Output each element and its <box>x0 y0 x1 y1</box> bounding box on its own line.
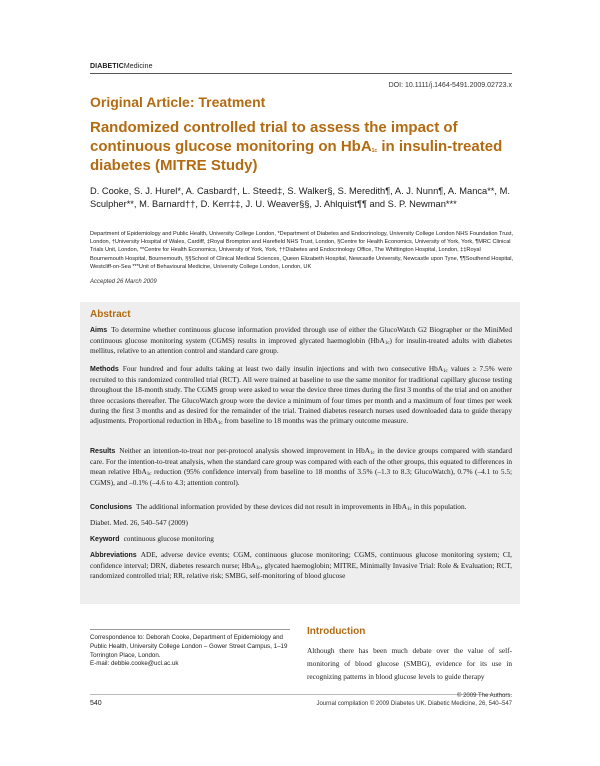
header-rule <box>90 73 512 74</box>
journal-brand-name: Medicine <box>123 63 153 70</box>
abstract-methods <box>90 364 512 426</box>
introduction-text: Although there has been much debate over the value of self-monitoring of blood glucose (SMBG), evidence for its use in recognizing patterns in blood glucose levels to guide therapy <box>307 646 512 681</box>
abstract-heading: Abstract <box>90 309 131 320</box>
correspondence-rule <box>90 629 290 630</box>
title-subscript: 1c <box>371 148 378 154</box>
footer-rule <box>90 694 512 695</box>
abstract-aims <box>90 325 512 357</box>
abstract-results <box>90 446 512 488</box>
aims-sub: 1c <box>384 341 390 347</box>
keyword-label: Keyword <box>90 536 120 543</box>
affiliations: Department of Epidemiology and Public Health, University College London, *Department of Diabetes and Endocrinology, University College London NHS Foundation Trust, London, †University Hospital of Wales, Cardiff, ‡Royal Brompton and Harefield NHS Trust, London, §Centre for Health Economics, University of York, York, ¶MRC Clinical Trials Unit, London, **Centre for Health Economics, University of York, York, ††Diabetes and Endocrinology Office, The Whittington Hospital, London, ‡‡Royal Bournemouth Hospital, Bournemouth, §§School of Clinical Medical Sciences, Queen Elizabeth Hospital, Newcastle University, Newcastle upon Tyne, ¶¶Southend Hospital, Westcliff-on-Sea ***Unit of Behavioural Medicine, University College London, London, UK <box>90 231 514 270</box>
methods-sub-1: 1c <box>443 369 448 374</box>
abbreviations-text-b: , glycated haemoglobin; MITRE, Minimally Invasive Trial: Role & Evaluation; RCT, randomized controlled trial; RR, relative risk; SMBG, self-monitoring of blood glucose <box>90 561 512 581</box>
page-number: 540 <box>90 700 102 707</box>
article-title <box>90 118 510 175</box>
methods-sub-2: 1c <box>217 421 223 427</box>
abstract-conclusions <box>90 502 512 513</box>
abbreviations-text-a: ADE, adverse device events; CGM, continuous glucose monitoring; CGMS, continuous glucose monitoring system; CI, confidence interval; DRN, diabetes research nurse; HbA <box>90 550 512 571</box>
abbreviations-sub: 1c <box>255 566 261 572</box>
journal-brand <box>90 63 153 70</box>
conclusions-text-a: The additional information provided by these devices did not result in improvements in HbA <box>136 502 407 511</box>
copyright: © 2009 The Authors. <box>456 693 512 699</box>
accepted-date: Accepted 26 March 2009 <box>90 279 157 285</box>
correspondence-block <box>90 634 295 669</box>
conclusions-label: Conclusions <box>90 504 133 511</box>
results-label: Results <box>90 448 116 455</box>
abbreviations-label: Abbreviations <box>90 552 137 559</box>
section-label: Original Article: Treatment <box>90 94 266 110</box>
results-sub-2: 1c <box>146 472 152 478</box>
correspondence-email: E-mail: debbie.cooke@ucl.ac.uk <box>90 660 179 668</box>
doi-text: DOI: 10.1111/j.1464-5491.2009.02723.x <box>388 82 512 89</box>
citation: Diabet. Med. 26, 540–547 (2009) <box>90 518 188 527</box>
results-sub-1: 1c <box>369 451 375 456</box>
aims-text-a: To determine whether continuous glucose information provided through use of either the GlucoWatch G2 Biographer or the MiniMed continuous glucose monitoring system (CGMS) results in improved glycated haemoglobin (HbA <box>90 325 512 346</box>
conclusions-text-b: in this population. <box>411 502 467 511</box>
results-text-b: in the device groups compared with standard care. For the intention-to-treat analysis, when the standard care group was compared with each of the other groups, this equated to differences in mean relative HbA <box>90 446 512 477</box>
aims-label: Aims <box>90 327 108 334</box>
results-text-c: reduction (95% confidence interval) from baseline to 18 months of 3.5% (–1.3 to 8.3; GlucoWatch), 0.7% (–4.1 to 5.5; CGMS), and –0.1% (–4.6 to 4.3; attention control). <box>90 467 512 487</box>
keyword-line <box>90 534 512 545</box>
journal-compilation: Journal compilation © 2009 Diabetes UK. Diabetic Medicine, 26, 540–547 <box>316 701 512 707</box>
title-part-1: Randomized controlled trial to assess the impact of continuous glucose monitoring on HbA <box>90 119 458 155</box>
keyword-text: continuous glucose monitoring <box>123 534 214 543</box>
aims-text-b: ) for insulin-treated adults with diabetes mellitus, relative to an attention control and standard care group. <box>90 336 513 356</box>
correspondence-address: Correspondence to: Deborah Cooke, Department of Epidemiology and Public Health, University College London – Gower Street Campus, 1–19 Torrington Place, London. <box>90 634 288 659</box>
methods-label: Methods <box>90 366 119 373</box>
introduction-heading: Introduction <box>307 626 366 637</box>
title-part-2: in insulin-treated diabetes (MITRE Study) <box>90 138 503 174</box>
results-text-a: Neither an intention-to-treat nor per-protocol analysis showed improvement in HbA <box>119 446 370 455</box>
conclusions-sub: 1c <box>406 507 412 512</box>
journal-brand-bold: DIABETIC <box>90 63 124 70</box>
methods-text-a: Four hundred and four adults taking at least two daily insulin injections and with two consecutive HbA <box>122 364 444 373</box>
methods-text-b: values ≥ 7.5% were recruited to this randomized controlled trial (RCT). All were trained at baseline to use the same monitor for traditional capillary glucose testing throughout the 18-month study. The CGMS group were asked to wear the device three times during the first 3 months of the trial and on another three occasions thereafter. The GlucoWatch group wore the device a minimum of four times per month and a maximum of four times per week during the first 3 months and as desired for the remainder of the trial. Trained diabetes research nurses used downloaded data to guide therapy adjustments. Proportional reduction in HbA <box>90 364 512 426</box>
abbreviations <box>90 550 512 582</box>
author-list: D. Cooke, S. J. Hurel*, A. Casbard†, L. Steed‡, S. Walker§, S. Meredith¶, A. J. Nunn¶, A. Manca**, M. Sculpher**, M. Barnard††, D. Kerr‡‡, J. U. Weaver§§, J. Ahlquist¶¶ and S. P. Newman*** <box>90 186 510 209</box>
methods-text-c: from baseline to 18 months was the primary outcome measure. <box>222 416 409 426</box>
